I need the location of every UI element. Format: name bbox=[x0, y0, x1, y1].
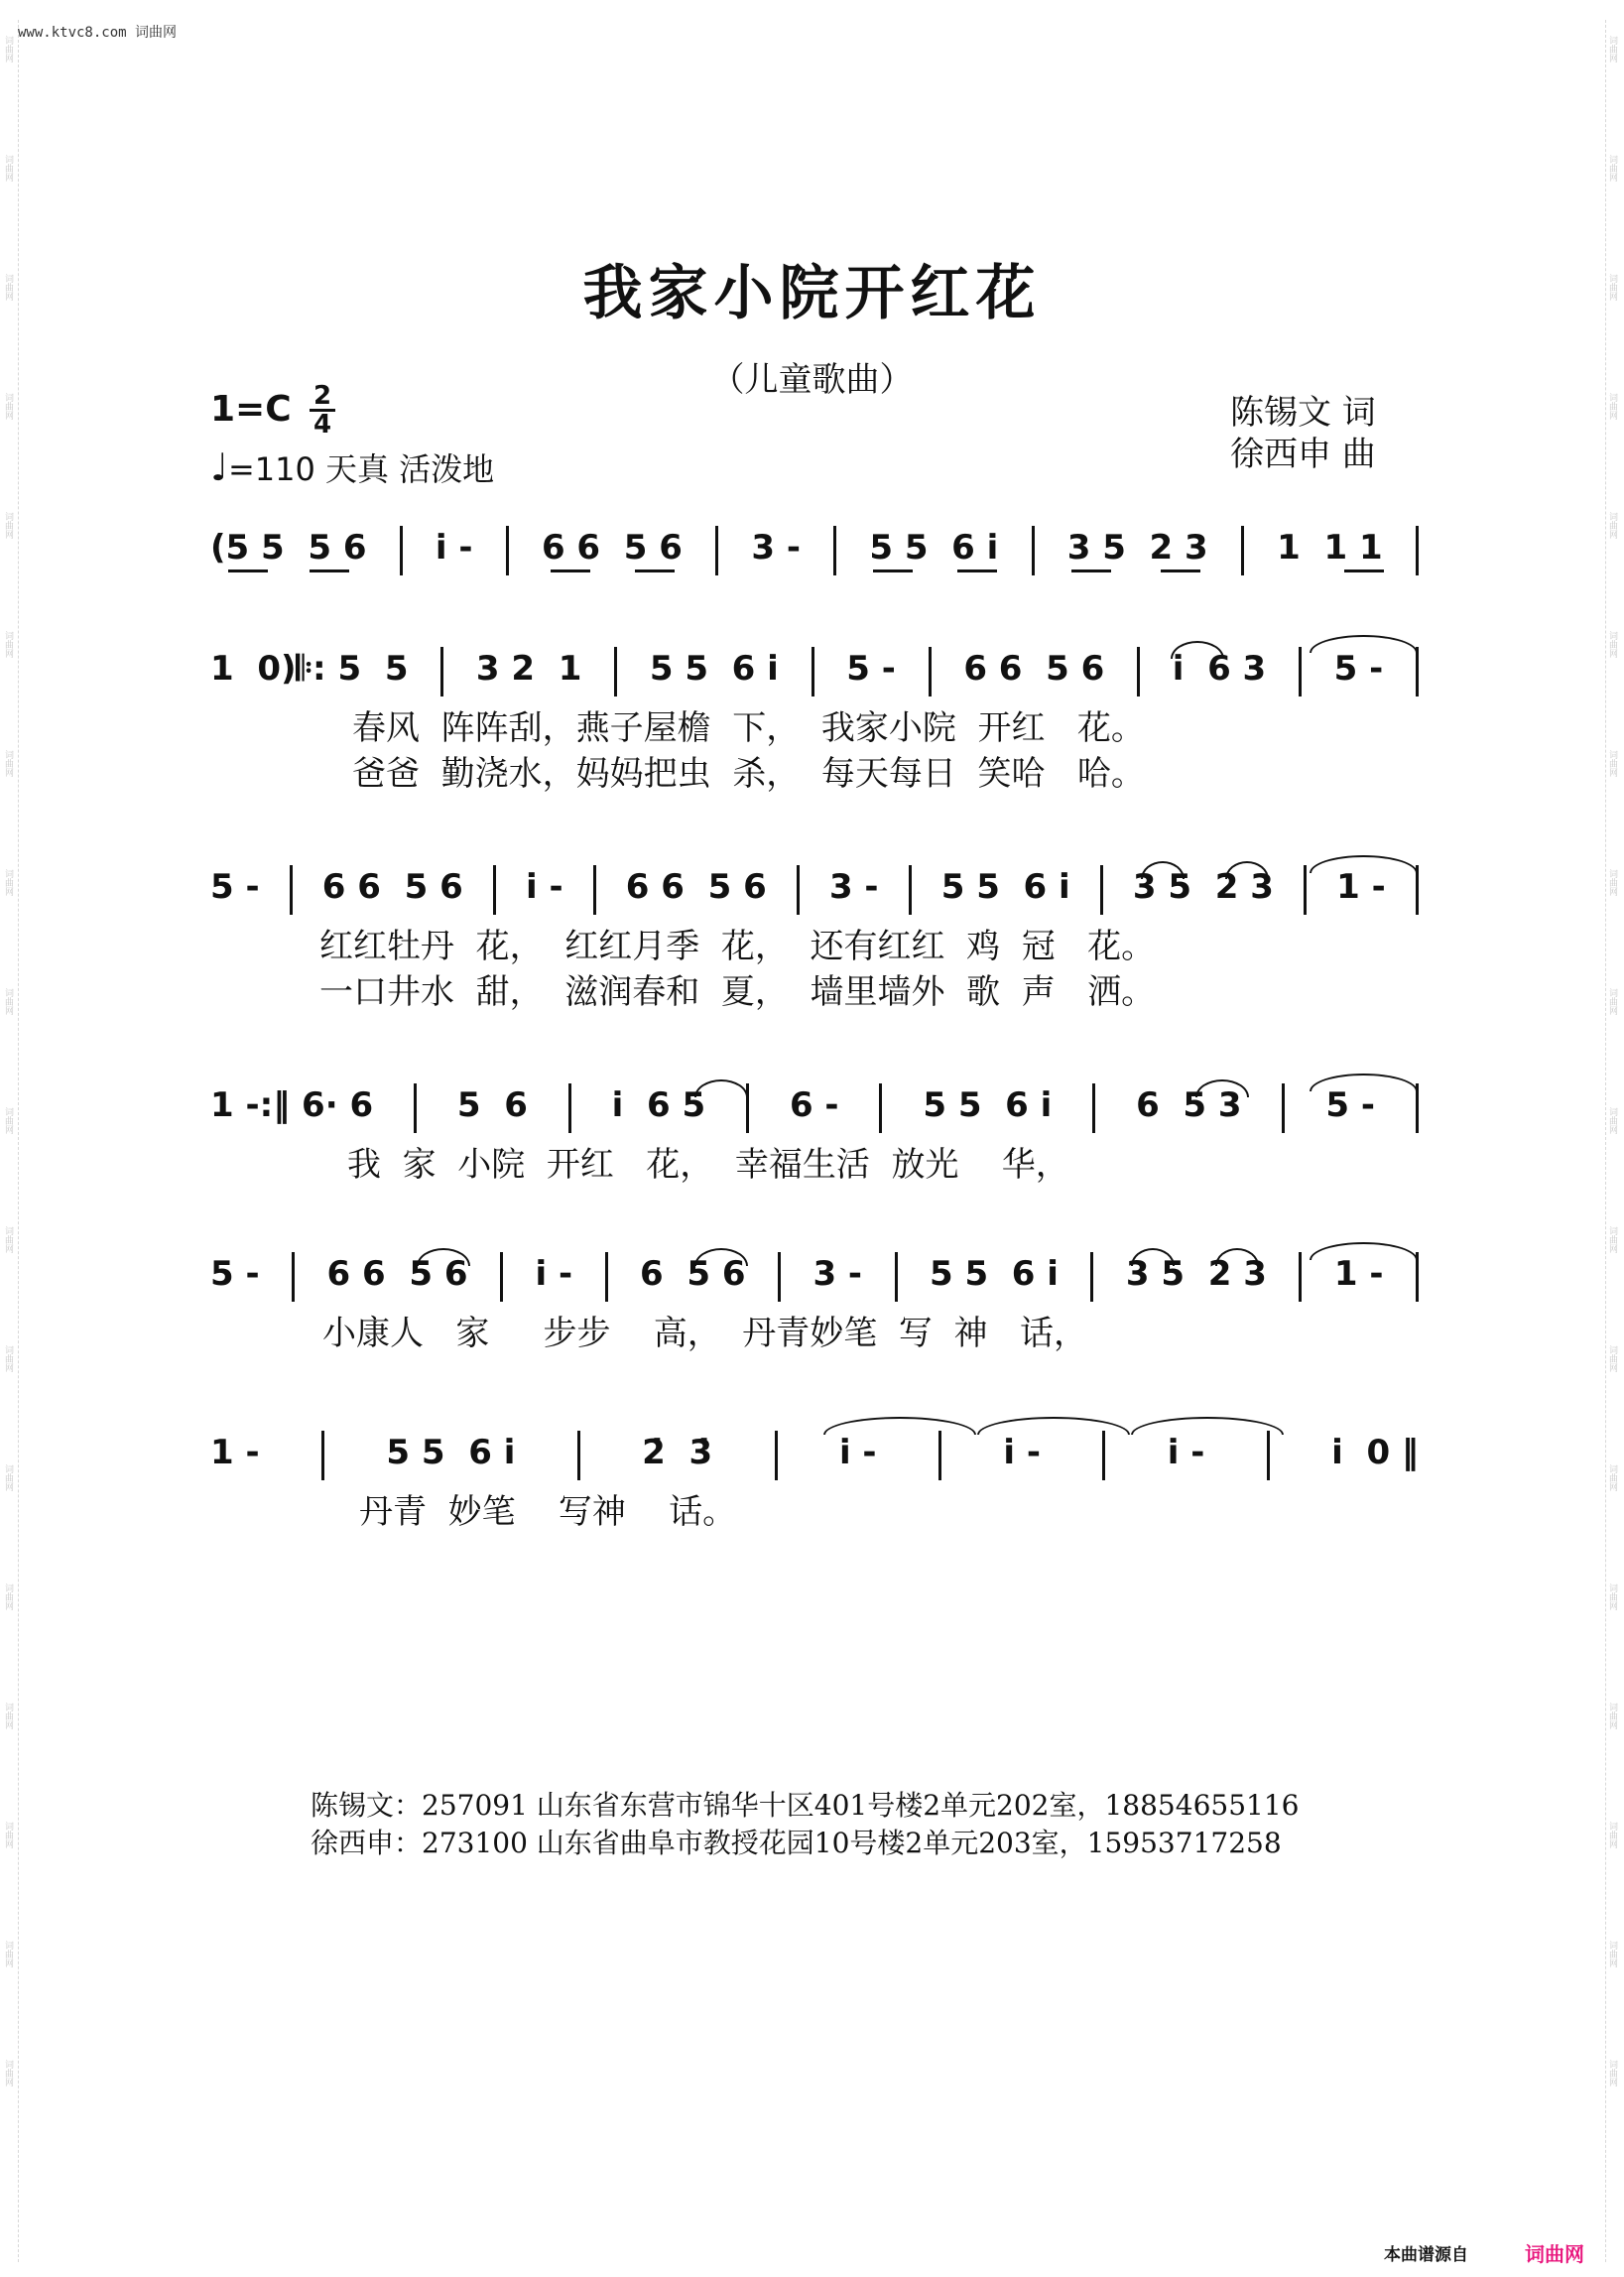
watermark-text: 词曲网 bbox=[3, 630, 13, 658]
tie bbox=[1310, 1074, 1418, 1091]
bar-line bbox=[1100, 865, 1103, 915]
measure: 6 - bbox=[789, 1085, 839, 1125]
beam-underline bbox=[228, 569, 268, 572]
key-signature: 1=C bbox=[210, 389, 292, 430]
watermark-text: 词曲网 bbox=[1607, 1106, 1617, 1134]
bar-line bbox=[614, 647, 617, 696]
watermark-text: 词曲网 bbox=[3, 1582, 13, 1610]
slur bbox=[1215, 1248, 1259, 1266]
measure: i̇ 6 3 bbox=[1172, 649, 1267, 689]
measure: 5 5 6 i̇ bbox=[923, 1085, 1053, 1125]
bar-line bbox=[290, 865, 293, 915]
beam-underline bbox=[551, 569, 590, 572]
credit-composer: 徐西申 曲 bbox=[1230, 435, 1376, 474]
bar-line bbox=[1267, 1431, 1270, 1480]
measure: i̇ - bbox=[1003, 1433, 1041, 1472]
measure: 6 6 5 6 bbox=[321, 867, 463, 907]
source-label: 本曲谱源自 bbox=[1384, 2245, 1468, 2265]
watermark-text: 词曲网 bbox=[3, 1821, 13, 1848]
measure: 1 - bbox=[1333, 1254, 1384, 1294]
watermark-text: 词曲网 bbox=[1607, 1225, 1617, 1253]
slur bbox=[1225, 861, 1269, 879]
watermark-text: 词曲网 bbox=[1607, 1582, 1617, 1610]
measure: 3 2 1 bbox=[475, 649, 582, 689]
bar-line bbox=[895, 1252, 898, 1302]
measure: 5 - bbox=[1325, 1085, 1375, 1125]
slur bbox=[1195, 1079, 1249, 1097]
watermark-text: 词曲网 bbox=[1607, 273, 1617, 301]
measure: 3 - bbox=[812, 1254, 863, 1294]
lyrics-row-6-verse-1: 丹青 妙笔 写神 话。 bbox=[359, 1492, 737, 1532]
bar-line bbox=[1032, 526, 1035, 575]
lyrics-row-5-verse-1: 小康人 家 步步 高， 丹青妙笔 写 神 话， bbox=[322, 1314, 1087, 1353]
beam-underline bbox=[310, 569, 349, 572]
measure: i̇ 0 ‖ bbox=[1331, 1433, 1419, 1472]
measure: 5 5 6 i̇ bbox=[386, 1433, 516, 1472]
watermark-text: 词曲网 bbox=[1607, 1821, 1617, 1848]
watermark-text: 词曲网 bbox=[3, 35, 13, 63]
bar-line bbox=[506, 526, 509, 575]
watermark-text: 词曲网 bbox=[3, 511, 13, 539]
watermark-text: 词曲网 bbox=[1607, 1702, 1617, 1729]
bar-line bbox=[292, 1252, 295, 1302]
measure: 6 6 5 6 bbox=[326, 1254, 468, 1294]
slur bbox=[1171, 641, 1224, 659]
watermark-text: 词曲网 bbox=[3, 1225, 13, 1253]
score-row-2 bbox=[210, 647, 1419, 706]
watermark-text: 词曲网 bbox=[1607, 630, 1617, 658]
beam-underline bbox=[635, 569, 675, 572]
tie bbox=[1310, 635, 1418, 653]
credit-lyricist: 陈锡文 词 bbox=[1230, 393, 1376, 433]
bar-line bbox=[1304, 865, 1307, 915]
contact-composer: 徐西申：273100 山东省曲阜市教授花园10号楼2单元203室，15953717258 bbox=[311, 1827, 1282, 1859]
measure: 5 - bbox=[210, 1254, 260, 1294]
bar-line bbox=[938, 1431, 941, 1480]
score-row-1 bbox=[210, 526, 1419, 585]
watermark-text: 词曲网 bbox=[3, 749, 13, 777]
measure: 3 5 2 3 bbox=[1066, 528, 1208, 568]
bar-line bbox=[593, 865, 596, 915]
lyrics-row-2-verse-1: 春风 阵阵刮，燕子屋檐 下， 我家小院 开红 花。 bbox=[352, 708, 1145, 748]
tempo-expression: 天真 活泼地 bbox=[325, 450, 495, 488]
measure: (5 5 5 6 bbox=[210, 528, 367, 568]
slur bbox=[1131, 1248, 1175, 1266]
bar-line bbox=[400, 526, 403, 575]
watermark-text: 词曲网 bbox=[1607, 154, 1617, 182]
watermark-text: 词曲网 bbox=[1607, 1463, 1617, 1491]
slur bbox=[1141, 861, 1185, 879]
time-signature-bottom: 4 bbox=[312, 410, 332, 440]
watermark-text: 词曲网 bbox=[1607, 392, 1617, 420]
measure: i̇ - bbox=[535, 1254, 573, 1294]
watermark-text: 词曲网 bbox=[1607, 868, 1617, 896]
bar-line bbox=[1090, 1252, 1093, 1302]
site-header: www.ktvc8.com 词曲网 bbox=[18, 25, 178, 41]
measure: i̇ - bbox=[525, 867, 563, 907]
beam-underline bbox=[957, 569, 997, 572]
tempo-marking bbox=[210, 444, 494, 490]
watermark-text: 词曲网 bbox=[1607, 1344, 1617, 1372]
measure: 1 - bbox=[1336, 867, 1386, 907]
measure: 5 - bbox=[846, 649, 896, 689]
tie bbox=[1310, 1242, 1418, 1260]
bar-line bbox=[321, 1431, 324, 1480]
watermark-text: 词曲网 bbox=[1607, 749, 1617, 777]
bar-line bbox=[778, 1252, 781, 1302]
watermark-text: 词曲网 bbox=[3, 1702, 13, 1729]
watermark-text: 词曲网 bbox=[3, 1344, 13, 1372]
lyrics-row-3-verse-2: 一口井水 甜， 滋润春和 夏， 墙里墙外 歌 声 洒。 bbox=[319, 972, 1156, 1012]
tempo-bpm: =110 bbox=[227, 450, 315, 488]
watermark-text: 词曲网 bbox=[3, 2059, 13, 2087]
bar-line bbox=[577, 1431, 580, 1480]
slur bbox=[417, 1248, 470, 1266]
watermark-text: 词曲网 bbox=[1607, 1940, 1617, 1967]
measure: 2̇ 3̇ bbox=[642, 1433, 713, 1472]
source-site-link[interactable]: 词曲网 bbox=[1525, 2242, 1584, 2266]
bar-line bbox=[500, 1252, 503, 1302]
bar-line bbox=[1416, 647, 1419, 696]
measure: 6 6 5 6 bbox=[541, 528, 683, 568]
measure: i̇ - bbox=[435, 528, 473, 568]
measure: 1 1 1 bbox=[1277, 528, 1383, 568]
measure: 6 5 6 bbox=[640, 1254, 746, 1294]
measure: 3 - bbox=[751, 528, 801, 568]
slur bbox=[694, 1248, 748, 1266]
tie bbox=[823, 1417, 976, 1435]
measure: 1 - bbox=[210, 1433, 260, 1472]
measure: 5 5 6 i̇ bbox=[940, 867, 1070, 907]
bar-line bbox=[1137, 647, 1140, 696]
measure: 5 - bbox=[210, 867, 260, 907]
beam-underline bbox=[1161, 569, 1200, 572]
measure: i̇ - bbox=[838, 1433, 877, 1472]
bar-line bbox=[440, 647, 443, 696]
watermark-text: 词曲网 bbox=[3, 1463, 13, 1491]
bar-line bbox=[605, 1252, 608, 1302]
measure: 5 5 6 i̇ bbox=[929, 1254, 1059, 1294]
measure: 6 5 3 bbox=[1136, 1085, 1242, 1125]
quarter-note-icon: ♩ bbox=[210, 445, 228, 489]
song-subtitle: （儿童歌曲） bbox=[710, 360, 914, 400]
measure: 1 0)𝄆: 5 5 bbox=[210, 649, 409, 689]
bar-line bbox=[797, 865, 800, 915]
tie bbox=[977, 1417, 1130, 1435]
measure: i̇ - bbox=[1167, 1433, 1205, 1472]
bar-line bbox=[1416, 526, 1419, 575]
song-title: 我家小院开红花 bbox=[582, 259, 1042, 328]
bar-line bbox=[1241, 526, 1244, 575]
beam-underline bbox=[1344, 569, 1384, 572]
lyrics-row-2-verse-2: 爸爸 勤浇水，妈妈把虫 杀， 每天每日 笑哈 哈。 bbox=[352, 754, 1145, 794]
time-signature bbox=[308, 383, 337, 438]
watermark-text: 词曲网 bbox=[3, 154, 13, 182]
bar-line bbox=[1092, 1083, 1095, 1133]
measure: 3 5 2 3 bbox=[1125, 1254, 1267, 1294]
bar-line bbox=[879, 1083, 882, 1133]
slur bbox=[694, 1079, 748, 1097]
measure: 5 5 6 i̇ bbox=[869, 528, 999, 568]
measure: 6 6 5 6 bbox=[963, 649, 1105, 689]
measure: i̇ 6 5 bbox=[611, 1085, 706, 1125]
watermark-text: 词曲网 bbox=[3, 273, 13, 301]
contact-lyricist: 陈锡文：257091 山东省东营市锦华十区401号楼2单元202室，18854655116 bbox=[311, 1789, 1300, 1822]
tie bbox=[1131, 1417, 1284, 1435]
watermark-text: 词曲网 bbox=[1607, 987, 1617, 1015]
watermark-text: 词曲网 bbox=[3, 392, 13, 420]
bar-line bbox=[715, 526, 718, 575]
bar-line bbox=[1299, 647, 1302, 696]
bar-line bbox=[775, 1431, 778, 1480]
watermark-text: 词曲网 bbox=[1607, 2059, 1617, 2087]
score-row-6 bbox=[210, 1431, 1419, 1490]
watermark-text: 词曲网 bbox=[1607, 35, 1617, 63]
lyrics-row-3-verse-1: 红红牡丹 花， 红红月季 花， 还有红红 鸡 冠 花。 bbox=[319, 927, 1156, 966]
measure: 5 - bbox=[1333, 649, 1384, 689]
bar-line bbox=[414, 1083, 417, 1133]
watermark-text: 词曲网 bbox=[3, 987, 13, 1015]
bar-line bbox=[1102, 1431, 1105, 1480]
measure: 3 - bbox=[828, 867, 879, 907]
bar-line bbox=[909, 865, 912, 915]
bar-line bbox=[812, 647, 814, 696]
watermark-text: 词曲网 bbox=[1607, 511, 1617, 539]
measure: 1 -:‖ 6· 6 bbox=[210, 1085, 374, 1125]
measure: 5 6 bbox=[456, 1085, 528, 1125]
tie bbox=[1310, 855, 1418, 873]
bar-line bbox=[1282, 1083, 1285, 1133]
measure: 3 5 2 3 bbox=[1132, 867, 1274, 907]
bar-line bbox=[493, 865, 496, 915]
bar-line bbox=[1299, 1252, 1302, 1302]
beam-underline bbox=[1071, 569, 1111, 572]
bar-line bbox=[833, 526, 836, 575]
watermark-text: 词曲网 bbox=[3, 868, 13, 896]
watermark-text: 词曲网 bbox=[3, 1940, 13, 1967]
bar-line bbox=[568, 1083, 571, 1133]
watermark-text: 词曲网 bbox=[3, 1106, 13, 1134]
beam-underline bbox=[873, 569, 913, 572]
bar-line bbox=[929, 647, 932, 696]
measure: 6 6 5 6 bbox=[625, 867, 767, 907]
measure: 5 5 6 i̇ bbox=[649, 649, 779, 689]
lyrics-row-4-verse-1: 我 家 小院 开红 花， 幸福生活 放光 华， bbox=[347, 1145, 1069, 1185]
time-signature-top: 2 bbox=[312, 381, 332, 411]
